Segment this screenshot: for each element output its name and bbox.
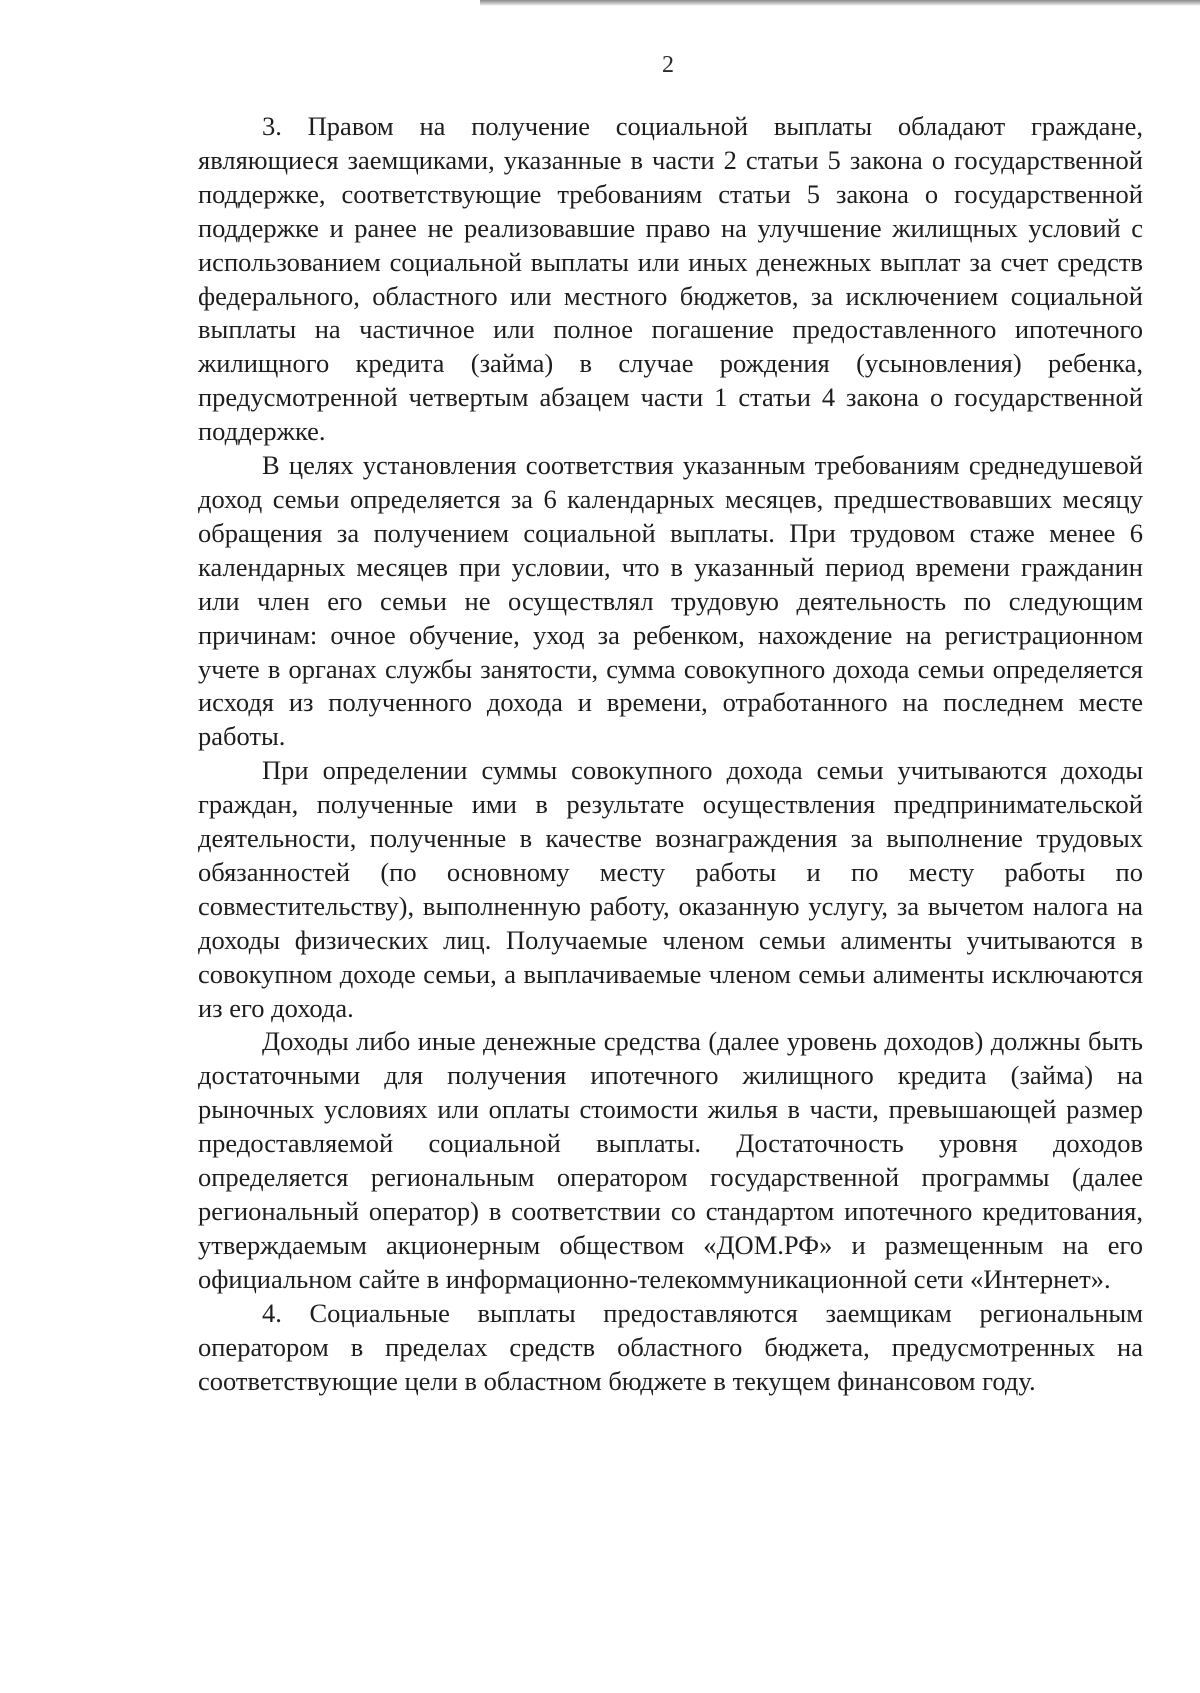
paragraph-income-criteria: В целях установления соответствия указанным требованиям среднедушевой доход семьи определяется за 6 календарных месяцев, предшествовавших месяцу обращения за получением социальной выплаты. При трудовом стаже менее 6 календарных месяцев при условии, что в указанный период времени гражданин или член его семьи не осуществлял трудовую деятельность по следующим причинам: очное обучение, уход за ребенком, нахождение на регистрационном учете в органах службы занятости, сумма совокупного дохода семьи определяется исходя из полученного дохода и времени, отработанного на последнем месте работы. bbox=[198, 450, 1143, 752]
document-body bbox=[198, 110, 1143, 1398]
paragraph-clause-3: 3. Правом на получение социальной выплаты обладают граждане, являющиеся заемщиками, указанные в части 2 статьи 5 закона о государственной поддержке, соответствующие требованиям статьи 5 закона о государственной поддержке и ранее не реализовавшие право на улучшение жилищных условий с использованием социальной выплаты или иных денежных выплат за счет средств федерального, областного или местного бюджетов, за исключением социальной выплаты на частичное или полное погашение предоставленного ипотечного жилищного кредита (займа) в случае рождения (усыновления) ребенка, предусмотренной четвертым абзацем части 1 статьи 4 закона о государственной поддержке. bbox=[198, 111, 1143, 447]
paragraph-clause-4: 4. Социальные выплаты предоставляются заемщикам региональным оператором в пределах средств областного бюджета, предусмотренных на соответствующие цели в областном бюджете в текущем финансовом году. bbox=[198, 1297, 1143, 1396]
scan-edge-shadow bbox=[480, 0, 1200, 6]
page-number: 2 bbox=[662, 52, 674, 78]
paragraph-income-sufficiency: Доходы либо иные денежные средства (далее уровень доходов) должны быть достаточными для получения ипотечного жилищного кредита (займа) на рыночных условиях или оплаты стоимости жилья в части, превышающей размер предоставляемой социальной выплаты. Достаточность уровня доходов определяется региональным оператором государственной программы (далее региональный оператор) в соответствии со стандартом ипотечного кредитования, утверждаемым акционерным обществом «ДОМ.РФ» и размещенным на его официальном сайте в информационно-телекоммуникационной сети «Интернет». bbox=[198, 1026, 1143, 1294]
paragraph-income-calculation: При определении суммы совокупного дохода семьи учитываются доходы граждан, полученные ими в результате осуществления предпринимательской деятельности, полученные в качестве вознаграждения за выполнение трудовых обязанностей (по основному месту работы и по месту работы по совместительству), выполненную работу, оказанную услугу, за вычетом налога на доходы физических лиц. Получаемые членом семьи алименты учитываются в совокупном доходе семьи, а выплачиваемые членом семьи алименты исключаются из его дохода. bbox=[198, 755, 1143, 1023]
